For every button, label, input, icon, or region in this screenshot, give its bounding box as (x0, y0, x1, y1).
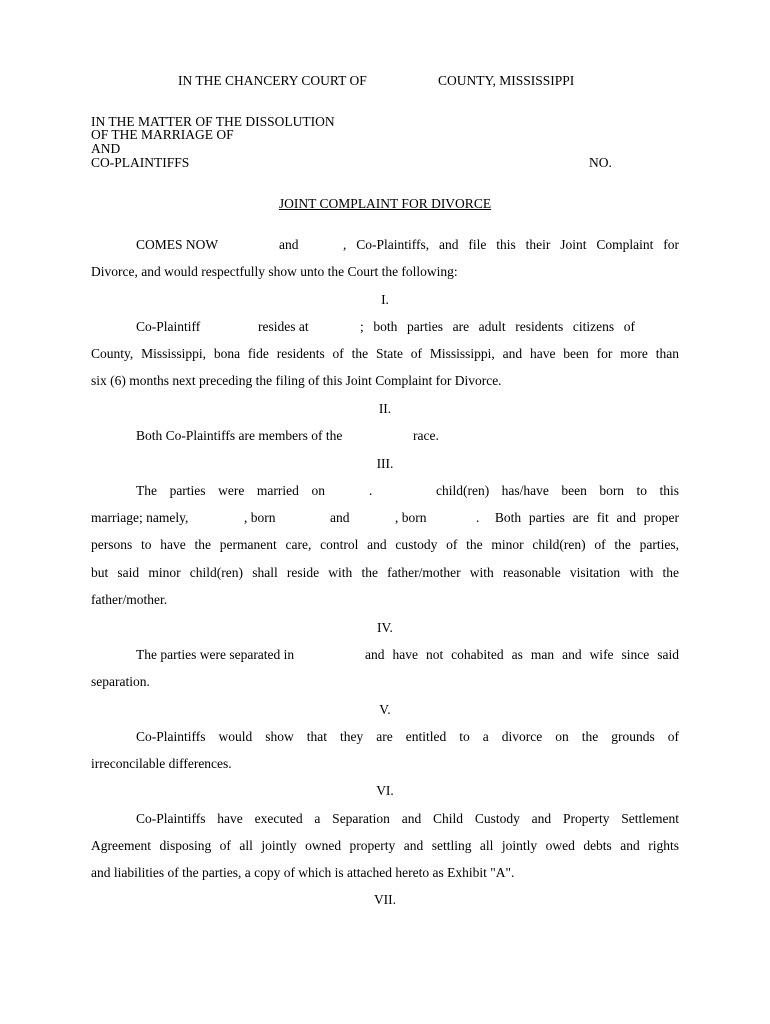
s3-namely: marriage; namely, (91, 510, 189, 525)
s3-married-on: The parties were married on (136, 483, 325, 498)
matter-line-3: AND (91, 141, 121, 156)
s6-line-3: and liabilities of the parties, a copy of which is attached hereto as Exhibit "A". (91, 865, 515, 880)
s4-separated-in: The parties were separated in (136, 647, 295, 662)
s2-line-1b: race. (413, 428, 439, 443)
matter-line-2: OF THE MARRIAGE OF (91, 127, 234, 142)
intro-line-2: Divorce, and would respectfully show unto the Court the following: (91, 264, 458, 279)
section-number-1: I. (381, 292, 389, 307)
s3-and: and (330, 510, 350, 525)
s5-line-2: irreconcilable differences. (91, 756, 232, 771)
s3-period: . (369, 483, 373, 498)
matter-line-4: CO-PLAINTIFFS (91, 155, 190, 170)
section-number-4: IV. (377, 620, 393, 635)
s4-line-2: separation. (91, 674, 150, 689)
intro-and: and (279, 237, 299, 252)
s4-line-1-end: and have not cohabited as man and wife since said (365, 647, 679, 662)
s3-children-born: child(ren) has/have been born to this (436, 483, 679, 498)
s1-line-1-end: ; both parties are adult residents citizens of (360, 319, 635, 334)
s3-born-2: , born (395, 510, 427, 525)
s3-line-4: but said minor child(ren) shall reside with the father/mother with reasonable visitation with the (91, 565, 679, 580)
section-number-6: VI. (376, 783, 394, 798)
s2-line-1a: Both Co-Plaintiffs are members of the (136, 428, 343, 443)
matter-line-1: IN THE MATTER OF THE DISSOLUTION (91, 114, 335, 129)
court-name-left: IN THE CHANCERY COURT OF (178, 73, 367, 88)
s3-fit-and-proper: . Both parties are fit and proper (476, 510, 679, 525)
s5-line-1: Co-Plaintiffs would show that they are entitled to a divorce on the grounds of (136, 729, 679, 744)
s1-line-2: County, Mississippi, bona fide residents of the State of Mississippi, and have been for more than (91, 346, 679, 361)
section-number-3: III. (376, 456, 394, 471)
section-number-7: VII. (373, 892, 397, 907)
case-number-label: NO. (589, 155, 612, 170)
document-title: JOINT COMPLAINT FOR DIVORCE (278, 196, 492, 211)
court-name-right: COUNTY, MISSISSIPPI (438, 73, 575, 88)
s1-line-3: six (6) months next preceding the filing of this Joint Complaint for Divorce. (91, 373, 502, 388)
intro-line-1-end: , Co-Plaintiffs, and file this their Joint Complaint for (343, 237, 679, 252)
intro-comes-now: COMES NOW (136, 237, 219, 252)
section-number-5: V. (379, 702, 391, 717)
s1-resides-at: resides at (258, 319, 309, 334)
s1-co-plaintiff: Co-Plaintiff (136, 319, 201, 334)
s6-line-1: Co-Plaintiffs have executed a Separation and Child Custody and Property Settlement (136, 811, 679, 826)
section-number-2: II. (378, 401, 392, 416)
s6-line-2: Agreement disposing of all jointly owned property and settling all jointly owed debts and rights (91, 838, 679, 853)
s3-line-5: father/mother. (91, 592, 168, 607)
s3-born-1: , born (244, 510, 276, 525)
s3-line-3: persons to have the permanent care, control and custody of the minor child(ren) of the parties, (91, 537, 679, 552)
